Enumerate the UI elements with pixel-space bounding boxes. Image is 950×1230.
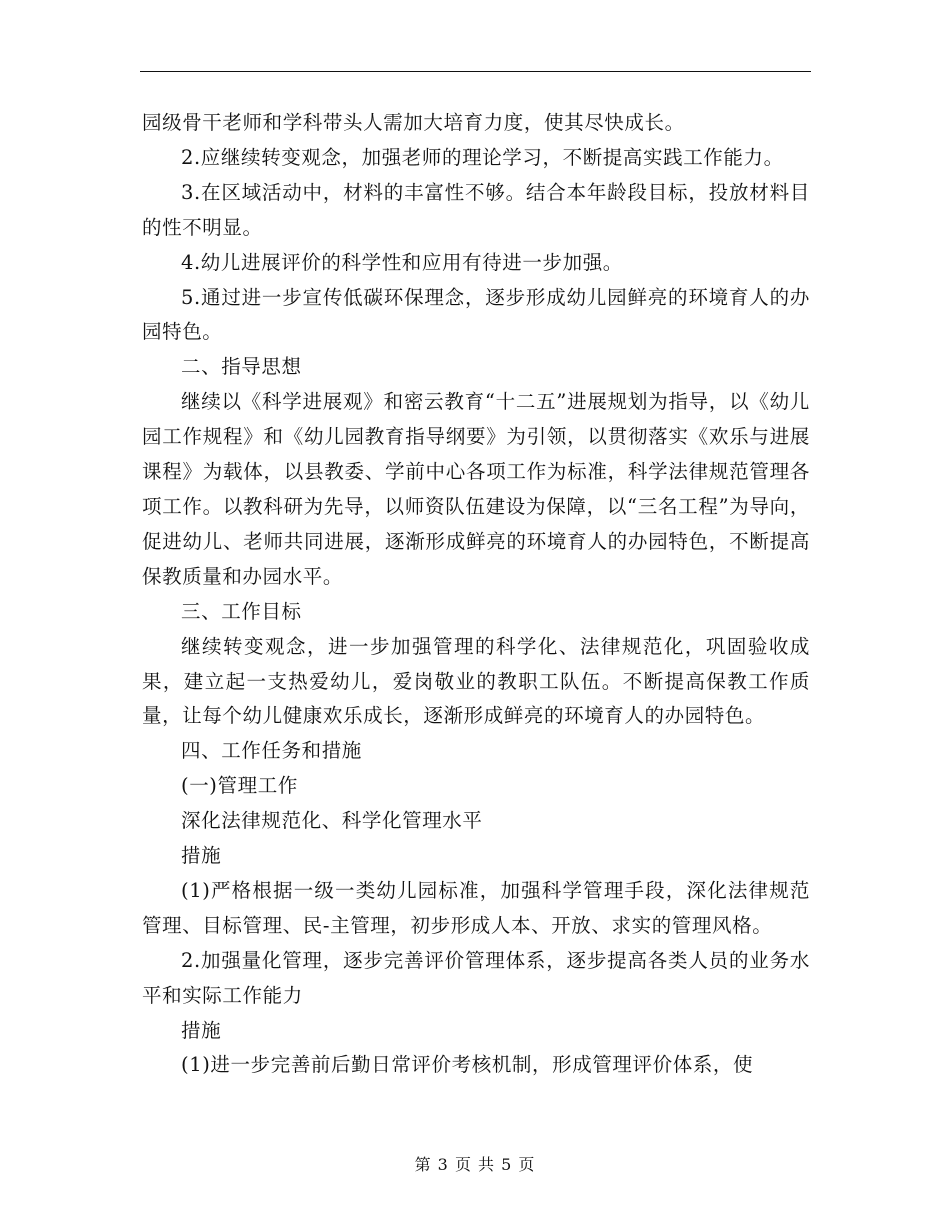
paragraph: 2.应继续转变观念，加强老师的理论学习，不断提高实践工作能力。 [181, 145, 784, 169]
paragraph: 5.通过进一步宣传低碳环保理念，逐步形成幼儿园鲜亮的环境育人的办园特色。 [142, 285, 810, 344]
paragraph-continued: 园级骨干老师和学科带头人需加大培育力度，使其尽快成长。 [142, 111, 685, 134]
paragraph: 继续转变观念，进一步加强管理的科学化、法律规范化，巩固验收成果，建立起一支热爱幼儿，爱岗敬业的教职工队伍。不断提高保教工作质量，让每个幼儿健康欢乐成长，逐渐形成鲜亮的环境育人的办园特色。 [142, 634, 810, 728]
paragraph: 措施 [181, 1018, 222, 1042]
paragraph: (1)严格根据一级一类幼儿园标准，加强科学管理手段，深化法律规范管理、目标管理、民-主管理，初步形成人本、开放、求实的管理风格。 [142, 878, 810, 937]
document-body [142, 106, 810, 1083]
paragraph: 3.在区域活动中，材料的丰富性不够。结合本年龄段目标，投放材料目的性不明显。 [142, 180, 810, 239]
paragraph: 2.加强量化管理，逐步完善评价管理体系，逐步提高各类人员的业务水平和实际工作能力 [142, 948, 810, 1007]
paragraph: (1)进一步完善前后勤日常评价考核机制，形成管理评价体系，使 [181, 1053, 754, 1077]
paragraph: 继续以《科学进展观》和密云教育“十二五”进展规划为指导，以《幼儿园工作规程》和《幼儿园教育指导纲要》为引领，以贯彻落实《欢乐与进展课程》为载体，以县教委、学前中心各项工作为标准，科学法律规范管理各项工作。以教科研为先导，以师资队伍建设为保障，以“三名工程”为导向，促进幼儿、老师共同进展，逐渐形成鲜亮的环境育人的办园特色，不断提高保教质量和办园水平。 [142, 390, 810, 588]
paragraph: 深化法律规范化、科学化管理水平 [181, 809, 483, 833]
section-heading: 四、工作任务和措施 [181, 739, 362, 763]
page-number: 第 3 页 共 5 页 [414, 1155, 536, 1174]
paragraph: 4.幼儿进展评价的科学性和应用有待进一步加强。 [181, 250, 623, 274]
section-heading: 三、工作目标 [181, 599, 302, 623]
header-rule [140, 71, 811, 72]
section-heading: 二、指导思想 [181, 355, 302, 379]
paragraph: 措施 [181, 844, 222, 868]
subsection-heading: (一)管理工作 [181, 774, 298, 798]
